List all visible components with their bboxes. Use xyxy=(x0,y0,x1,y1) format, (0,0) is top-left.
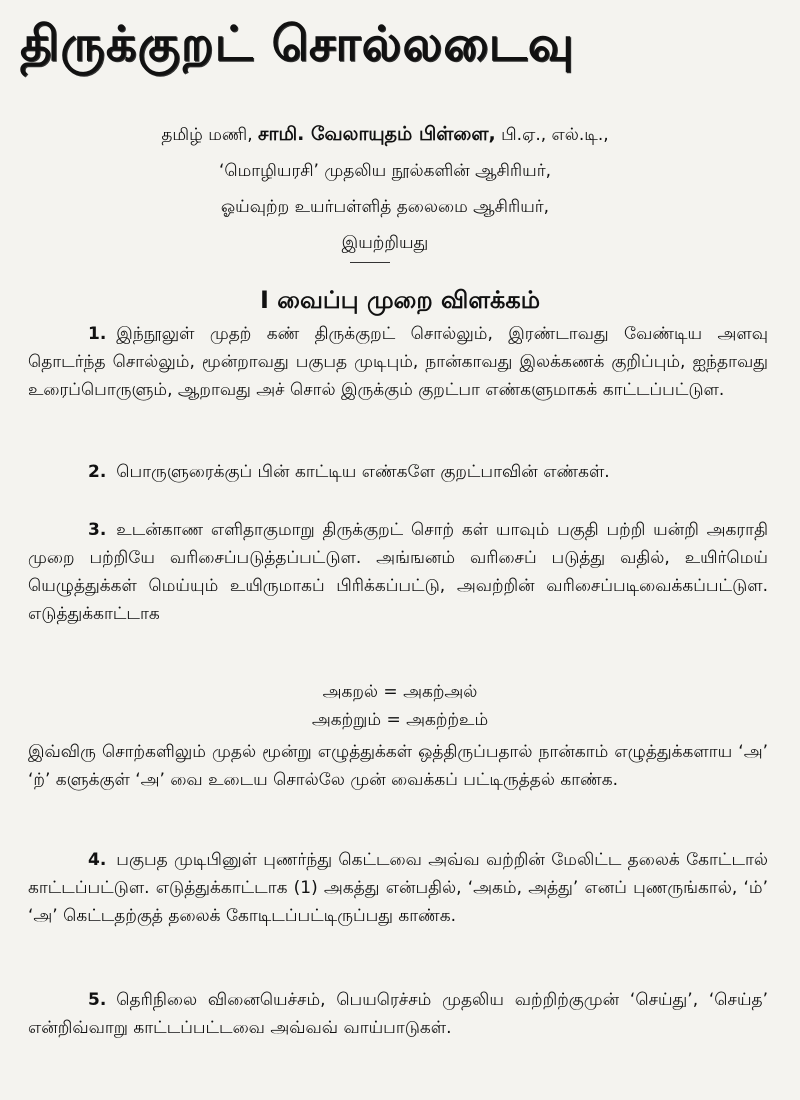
divider-rule xyxy=(350,262,390,263)
paragraph-number: 4. xyxy=(88,850,107,870)
paragraph-number: 1. xyxy=(88,324,107,344)
paragraph-5 xyxy=(28,986,768,1042)
paragraph-4 xyxy=(28,846,768,930)
author-line-3: ஓய்வுற்ற உயர்பள்ளித் தலைமை ஆசிரியர், xyxy=(220,197,550,217)
paragraph-text: இந்நூலுள் முதற் கண் திருக்குறட் சொல்லும், இரண்டாவது வேண்டிய அளவு தொடர்ந்த சொல்லும், மூன்றாவது பகுபத முடிபும், நான்காவது இலக்கணக் குறிப்பும், ஐந்தாவது உரைப்பொருளும், ஆறாவது அச் சொல் இருக்கும் குறட்பா எண்களுமாகக் காட்டப்பட்டுள. xyxy=(28,324,768,400)
paragraph-3-continuation: இவ்விரு சொற்களிலும் முதல் மூன்று எழுத்துக்கள் ஒத்திருப்பதால் நான்காம் எழுத்துக்களாய ‘அ’ ‘ற்’ களுக்குள் ‘அ’ வை உடைய சொல்லே முன் வைக்கப் பட்டிருத்தல் காண்க. xyxy=(28,742,768,790)
author-line-2: ‘மொழியரசி’ முதலிய நூல்களின் ஆசிரியர், xyxy=(218,161,552,181)
example-line: அகறல் = அகற்அல் xyxy=(322,682,478,702)
paragraph-text: உடன்காண எளிதாகுமாறு திருக்குறட் சொற் கள் யாவும் பகுதி பற்றி யன்றி அகராதி முறை பற்றியே வரிசைப்படுத்தப்பட்டுள. அங்ஙனம் வரிசைப் படுத்து வதில், உயிர்மெய் யெழுத்துக்கள் மெய்யும் உயிருமாகப் பிரிக்கப்பட்டு, அவற்றின் வரிசைப்படிவைக்கப்பட்டுள. எடுத்துக்காட்டாக xyxy=(28,520,768,624)
paragraph-1 xyxy=(28,320,768,404)
paragraph-2 xyxy=(28,458,768,486)
section-heading: I வைப்பு முறை விளக்கம் xyxy=(259,286,541,314)
paragraph-number: 3. xyxy=(88,520,107,540)
paragraph-number: 2. xyxy=(88,462,107,482)
paragraph-text: பொருளுரைக்குப் பின் காட்டிய எண்களே குறட்பாவின் எண்கள். xyxy=(116,462,610,482)
author-line-1 xyxy=(20,116,750,153)
document-title: திருக்குறட் சொல்லடைவு xyxy=(20,16,575,72)
author-block xyxy=(20,116,750,261)
author-name: சாமி. வேலாயுதம் பிள்ளை, xyxy=(258,123,496,145)
author-prefix: தமிழ் மணி, xyxy=(161,125,253,145)
author-degrees: பி.ஏ., எல்.டி., xyxy=(501,125,609,145)
examples-block xyxy=(20,678,780,734)
author-line-4: இயற்றியது xyxy=(341,233,429,253)
paragraph-text: தெரிநிலை வினையெச்சம், பெயரெச்சம் முதலிய வற்றிற்குமுன் ‘செய்து’, ‘செய்த’ என்றிவ்வாறு காட்டப்பட்டவை அவ்வவ் வாய்பாடுகள். xyxy=(28,990,768,1038)
example-line: அகற்றும் = அகற்ற்உம் xyxy=(311,710,489,730)
paragraph-number: 5. xyxy=(88,990,107,1010)
paragraph-3 xyxy=(28,516,768,628)
paragraph-text: பகுபத முடிபினுள் புணர்ந்து கெட்டவை அவ்வ வற்றின் மேலிட்ட தலைக் கோட்டால் காட்டப்பட்டுள. எடுத்துக்காட்டாக (1) அகத்து என்பதில், ‘அகம், அத்து’ எனப் புணருங்கால், ‘ம்’ ‘அ’ கெட்டதற்குத் தலைக் கோடிடப்பட்டிருப்பது காண்க. xyxy=(28,850,768,926)
